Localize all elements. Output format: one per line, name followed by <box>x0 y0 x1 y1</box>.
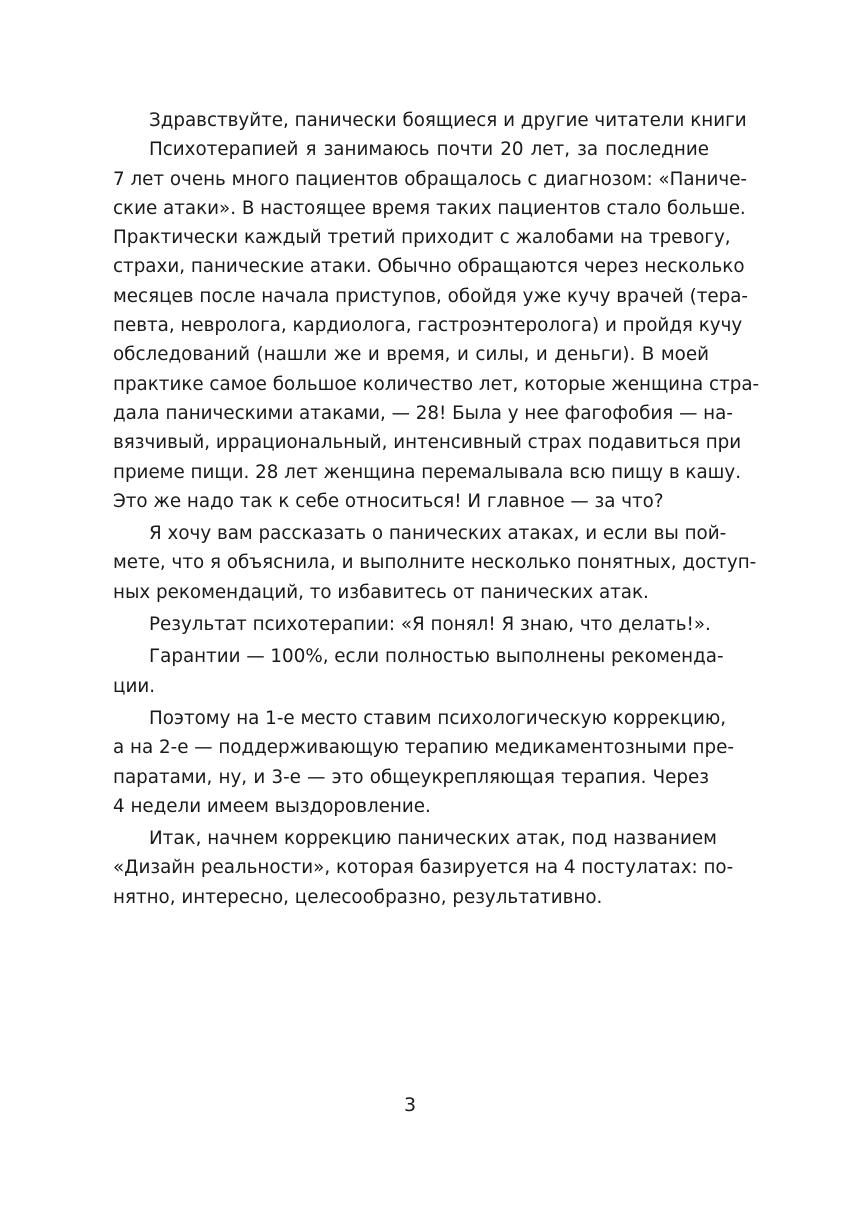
body-text <box>113 106 760 912</box>
text-line: Психотерапией я занимаюсь почти 20 лет, за последние <box>149 139 709 161</box>
text-line: обследований (нашли же и время, и силы, и деньги). В моей <box>113 344 709 366</box>
text-line: нятно, интересно, целесообразно, результативно. <box>113 886 603 908</box>
text-line: мете, что я объяснила, и выполните несколько понятных, доступ- <box>113 552 757 574</box>
page-number: 3 <box>403 1094 417 1116</box>
text-line: Гарантии — 100%, если полностью выполнены рекоменда- <box>149 646 724 668</box>
text-line: приеме пищи. 28 лет женщина перемалывала всю пищу в кашу. <box>113 461 742 483</box>
text-line: месяцев после начала приступов, обойдя уже кучу врачей (тера- <box>113 285 749 307</box>
text-line: вязчивый, иррациональный, интенсивный страх подавиться при <box>113 432 742 454</box>
text-line: 7 лет очень много пациентов обращалось с диагнозом: «Паниче- <box>113 168 748 190</box>
text-line: «Дизайн реальности», которая базируется на 4 постулатах: по- <box>113 857 734 879</box>
text-line: ции. <box>113 675 156 697</box>
text-line: Результат психотерапии: «Я понял! Я знаю, что делать!». <box>149 614 711 636</box>
text-line: страхи, панические атаки. Обычно обращаются через несколько <box>113 256 745 278</box>
text-line: Это же надо так к себе относиться! И главное — за что? <box>113 490 664 512</box>
text-line: а на 2-е — поддерживающую терапию медикаментозными пре- <box>113 737 734 759</box>
text-line: Здравствуйте, панически боящиеся и другие читатели книги <box>149 110 747 131</box>
text-line: певта, невролога, кардиолога, гастроэнтеролога) и пройдя кучу <box>113 315 743 337</box>
text-line: ных рекомендаций, то избавитесь от панических атак. <box>113 581 649 603</box>
text-line: Поэтому на 1-е место ставим психологическую коррекцию, <box>149 707 727 729</box>
text-line: паратами, ну, и 3-е — это общеукрепляющая терапия. Через <box>113 766 709 788</box>
text-line: ские атаки». В настоящее время таких пациентов стало больше. <box>113 197 746 219</box>
text-line: Практически каждый третий приходит с жалобами на тревогу, <box>113 227 731 249</box>
text-line: 4 недели имеем выздоровление. <box>113 795 431 817</box>
text-line: практике самое большое количество лет, которые женщина стра- <box>113 373 760 395</box>
text-line: дала паническими атаками, — 28! Была у нее фагофобия — на- <box>113 402 733 424</box>
text-line: Я хочу вам рассказать о панических атаках, и если вы пой- <box>149 523 727 545</box>
text-line: Итак, начнем коррекцию панических атак, под названием <box>149 828 717 850</box>
